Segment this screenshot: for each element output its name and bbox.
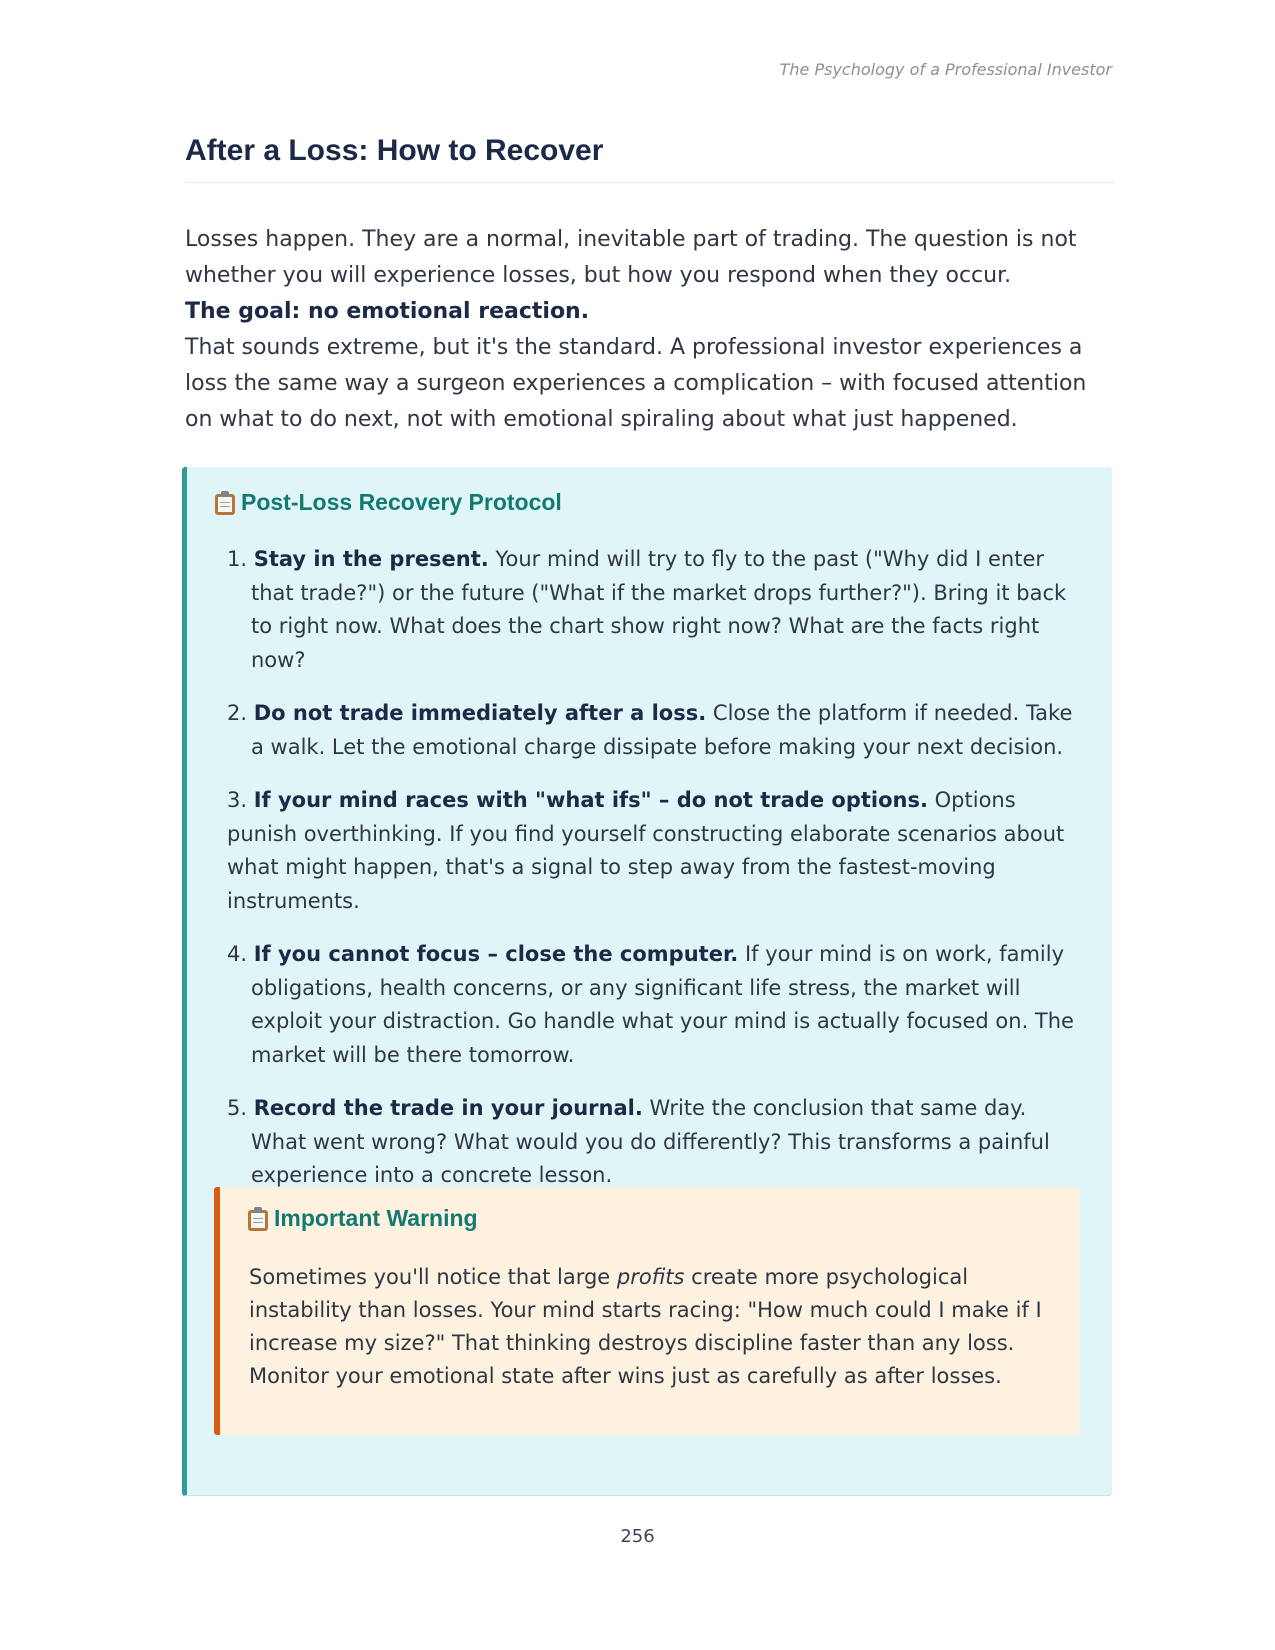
warning-title — [248, 1205, 478, 1232]
intro-paragraph-2: That sounds extreme, but it's the standard. A professional investor experiences a loss the same way a surgeon experiences a complication – with focused attention on what to do next, not with emotional spiraling about what just happened. — [185, 335, 1087, 432]
warning-callout — [214, 1187, 1080, 1435]
clipboard-icon — [215, 491, 235, 515]
step-text: Options punish overthinking. If you find yourself constructing elaborate scenarios about what might happen, that's a signal to step away from the fastest-moving instruments. — [227, 788, 1065, 913]
protocol-title — [215, 489, 562, 516]
step-item — [227, 697, 1087, 764]
step-lead: Record the trade in your journal. — [253, 1096, 643, 1120]
step-lead: If you cannot focus – close the computer. — [253, 942, 739, 966]
goal-statement: The goal: no emotional reaction. — [185, 299, 590, 324]
page-number: 256 — [620, 1526, 655, 1547]
step-item — [227, 1092, 1087, 1193]
step-number: 4. — [227, 942, 248, 966]
warning-title-text: Important Warning — [274, 1205, 478, 1231]
page-title: After a Loss: How to Recover — [185, 134, 1115, 183]
step-item — [227, 938, 1087, 1072]
clipboard-icon — [248, 1207, 268, 1231]
step-number: 5. — [227, 1096, 248, 1120]
step-lead: Stay in the present. — [253, 547, 489, 571]
step-item — [227, 543, 1087, 677]
step-lead: If your mind races with "what ifs" – do not trade options. — [253, 788, 928, 812]
protocol-title-text: Post-Loss Recovery Protocol — [241, 489, 562, 515]
protocol-steps — [227, 543, 1087, 1213]
warning-emphasis: profits — [616, 1265, 685, 1289]
step-lead: Do not trade immediately after a loss. — [253, 701, 707, 725]
intro-paragraph: Losses happen. They are a normal, inevitable part of trading. The question is not whether you will experience losses, but how you respond when they occur. — [185, 227, 1077, 288]
step-item — [227, 784, 1087, 918]
step-number: 1. — [227, 547, 248, 571]
protocol-callout — [182, 467, 1112, 1496]
step-text: Close the platform if needed. Take a walk. Let the emotional charge dissipate before making your next decision. — [251, 701, 1073, 759]
step-number: 3. — [227, 788, 248, 812]
step-text: Write the conclusion that same day. What went wrong? What would you do differently? This transforms a painful experience into a concrete lesson. — [251, 1096, 1050, 1187]
running-header: The Psychology of a Professional Investor — [779, 60, 1112, 79]
warning-text: Sometimes you'll notice that large profits create more psychological instability than losses. Your mind starts racing: "How much could I make if I increase my size?" That thinking destroys discipline faster than any loss. Monitor your emotional state after wins just as carefully as after losses. — [249, 1265, 1042, 1388]
step-text: If your mind is on work, family obligations, health concerns, or any significant life stress, the market will exploit your distraction. Go handle what your mind is actually focused on. The market will be there tomorrow. — [251, 942, 1074, 1067]
intro-section — [185, 222, 1115, 438]
step-text: Your mind will try to fly to the past ("Why did I enter that trade?") or the future ("What if the market drops further?"). Bring it back to right now. What does the chart show right now? What are the facts right now? — [251, 547, 1067, 672]
step-number: 2. — [227, 701, 248, 725]
